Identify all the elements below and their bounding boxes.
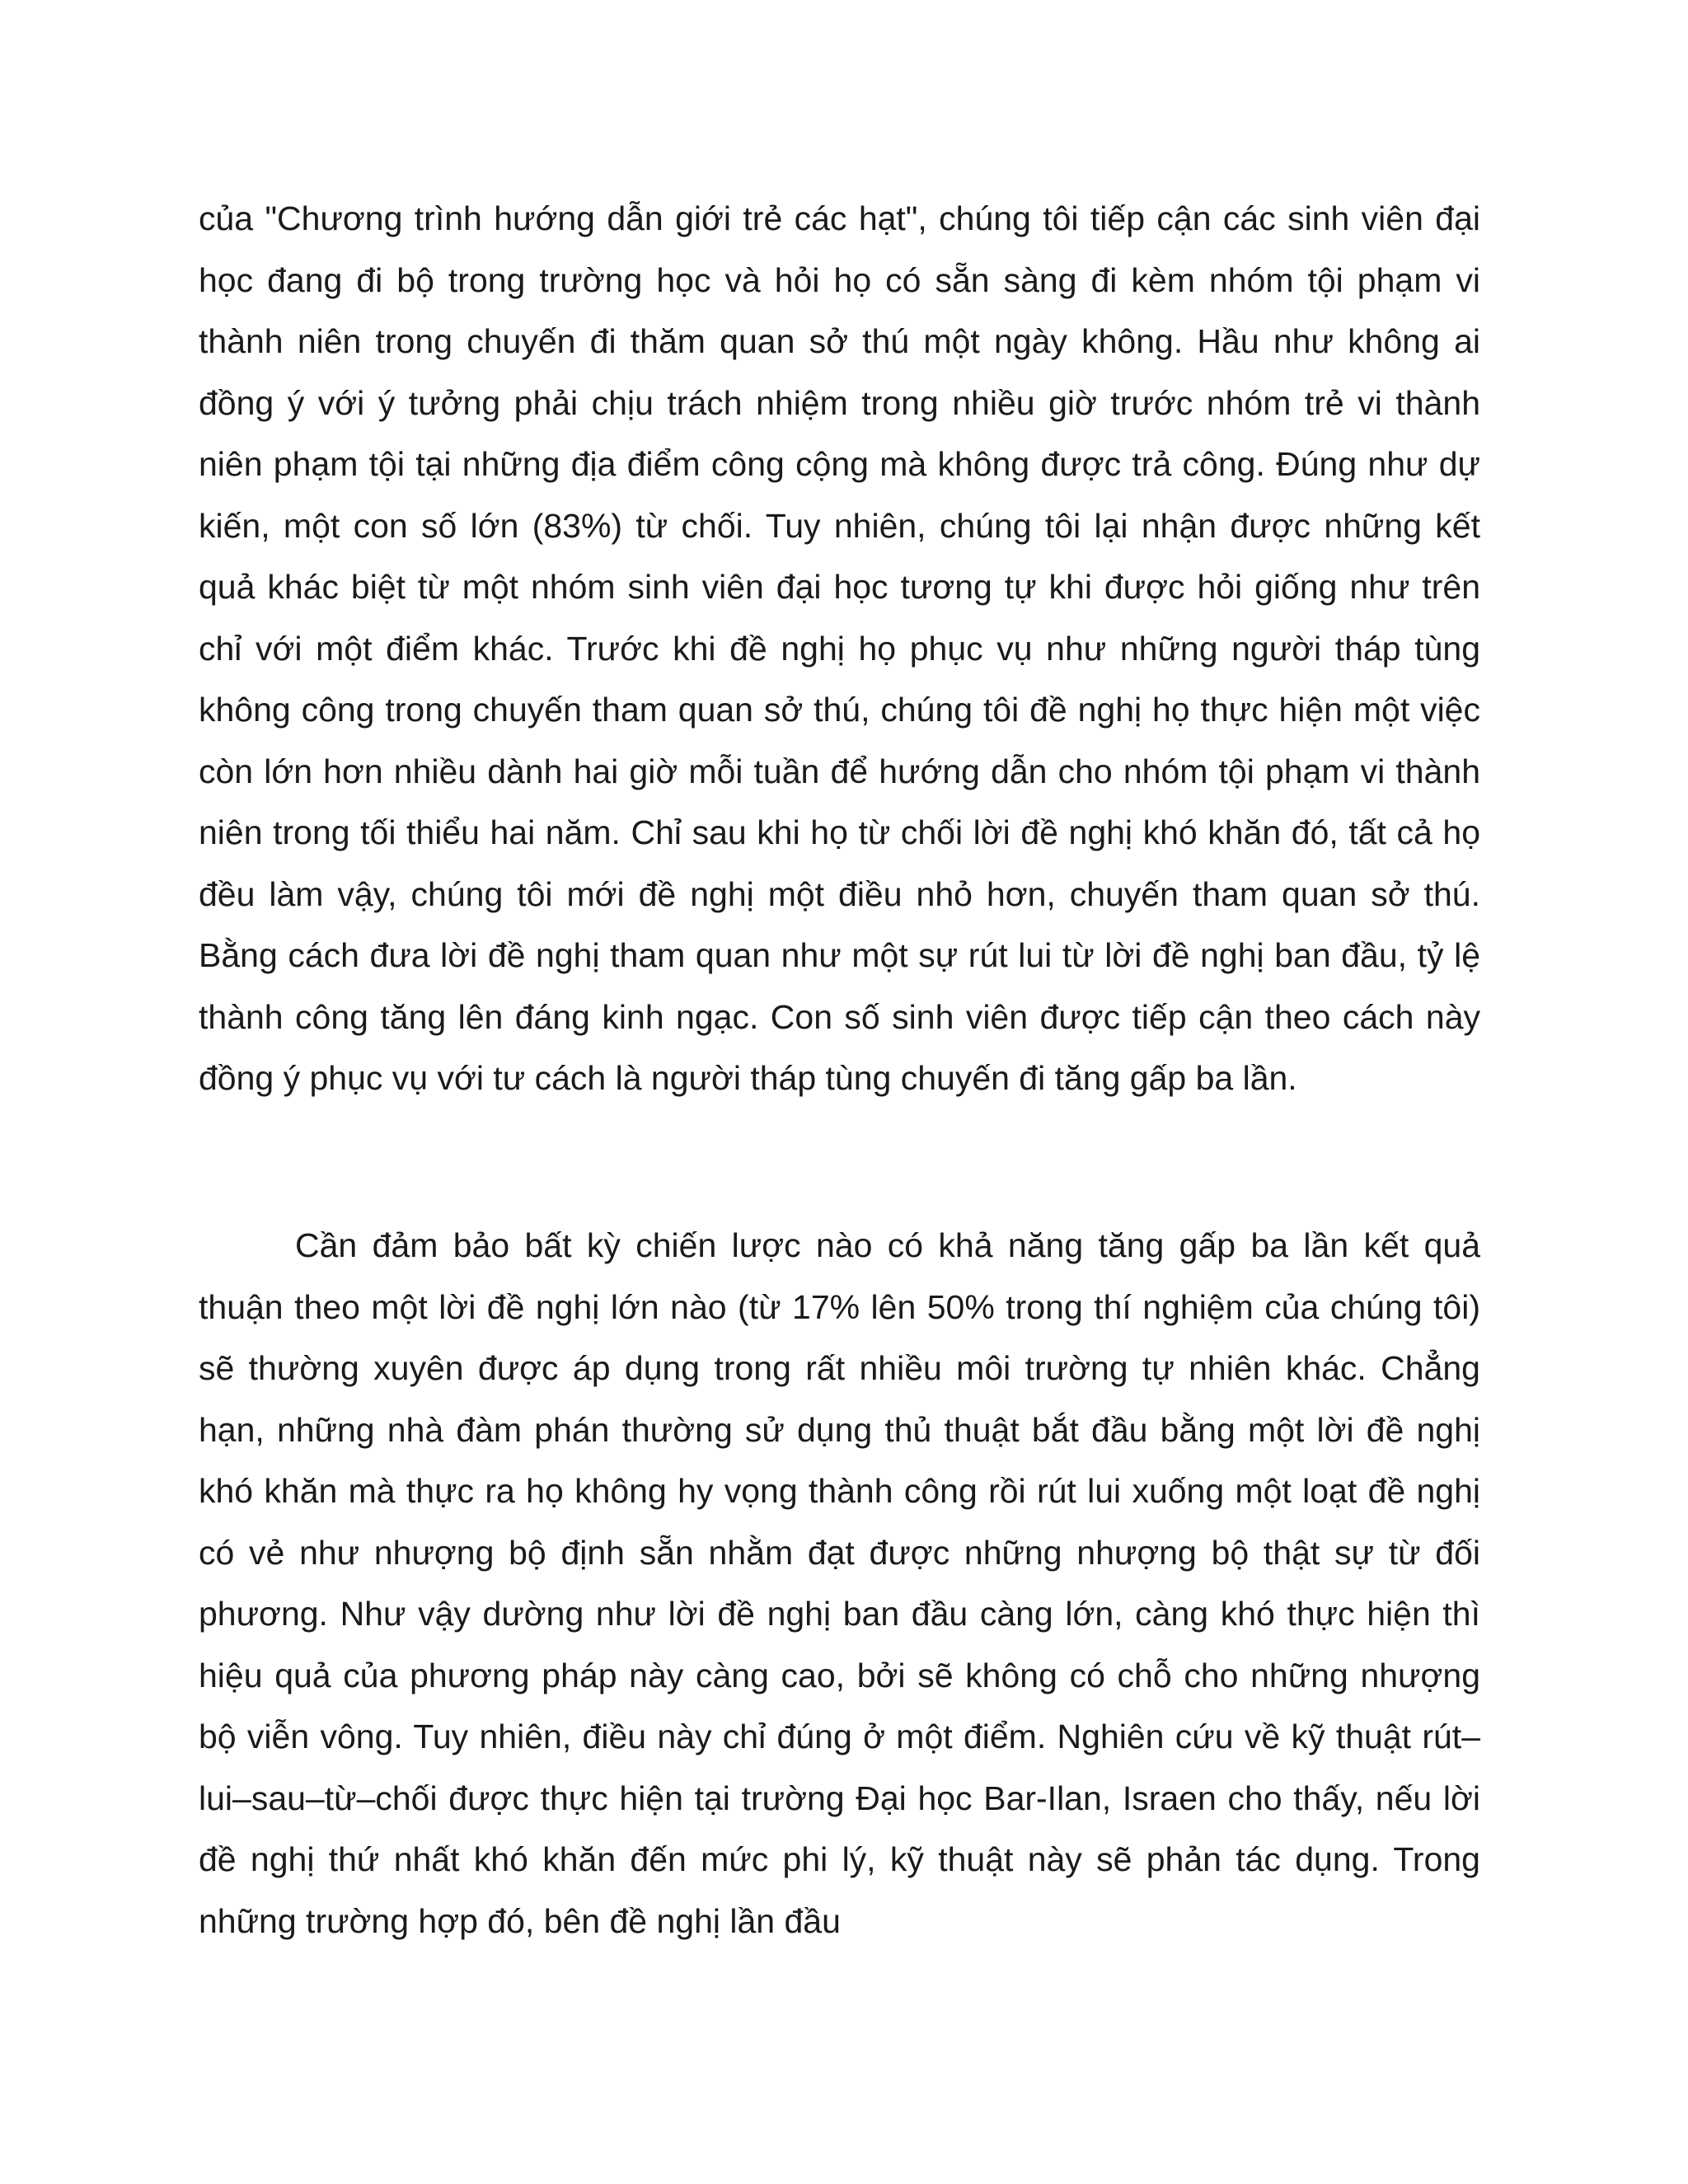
body-paragraph-2: Cần đảm bảo bất kỳ chiến lược nào có khả năng tăng gấp ba lần kết quả thuận theo một lời đề nghị lớn nào (từ 17% lên 50% trong thí nghiệm của chúng tôi) sẽ thường xuyên được áp dụng trong rất nhiều môi trường tự nhiên khác. Chẳng hạn, những nhà đàm phán thường sử dụng thủ thuật bắt đầu bằng một lời đề nghị khó khăn mà thực ra họ không hy vọng thành công rồi rút lui xuống một loạt đề nghị có vẻ như nhượng bộ định sẵn nhằm đạt được những nhượng bộ thật sự từ đối phương. Như vậy dường như lời đề nghị ban đầu càng lớn, càng khó thực hiện thì hiệu quả của phương pháp này càng cao, bởi sẽ không có chỗ cho những nhượng bộ viễn vông. Tuy nhiên, điều này chỉ đúng ở một điểm. Nghiên cứu về kỹ thuật rút–lui–sau–từ–chối được thực hiện tại trường Đại học Bar-Ilan, Israen cho thấy, nếu lời đề nghị thứ nhất khó khăn đến mức phi lý, kỹ thuật này sẽ phản tác dụng. Trong những trường hợp đó, bên đề nghị lần đầu — [199, 1226, 1480, 1940]
body-paragraph-1: của "Chương trình hướng dẫn giới trẻ các hạt", chúng tôi tiếp cận các sinh viên đại học đang đi bộ trong trường học và hỏi họ có sẵn sàng đi kèm nhóm tội phạm vi thành niên trong chuyến đi thăm quan sở thú một ngày không. Hầu như không ai đồng ý với ý tưởng phải chịu trách nhiệm trong nhiều giờ trước nhóm trẻ vi thành niên phạm tội tại những địa điểm công cộng mà không được trả công. Đúng như dự kiến, một con số lớn (83%) từ chối. Tuy nhiên, chúng tôi lại nhận được những kết quả khác biệt từ một nhóm sinh viên đại học tương tự khi được hỏi giống như trên chỉ với một điểm khác. Trước khi đề nghị họ phục vụ như những người tháp tùng không công trong chuyến tham quan sở thú, chúng tôi đề nghị họ thực hiện một việc còn lớn hơn nhiều dành hai giờ mỗi tuần để hướng dẫn cho nhóm tội phạm vi thành niên trong tối thiểu hai năm. Chỉ sau khi họ từ chối lời đề nghị khó khăn đó, tất cả họ đều làm vậy, chúng tôi mới đề nghị một điều nhỏ hơn, chuyến tham quan sở thú. Bằng cách đưa lời đề nghị tham quan như một sự rút lui từ lời đề nghị ban đầu, tỷ lệ thành công tăng lên đáng kinh ngạc. Con số sinh viên được tiếp cận theo cách này đồng ý phục vụ với tư cách là người tháp tùng chuyến đi tăng gấp ba lần. — [199, 199, 1480, 1097]
